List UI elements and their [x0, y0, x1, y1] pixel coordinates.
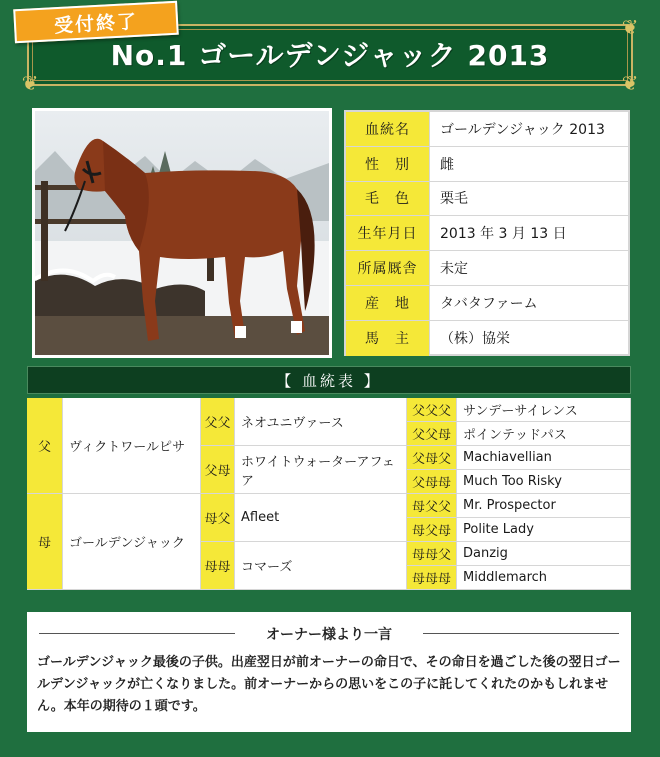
- pedigree-label: 母父父: [407, 494, 457, 518]
- pedigree-label: 父母母: [407, 470, 457, 494]
- info-row-owner: [346, 321, 628, 356]
- info-label: 馬 主: [346, 321, 430, 356]
- info-value: ゴールデンジャック 2013: [440, 121, 605, 138]
- status-badge: 受付終了: [13, 1, 179, 44]
- comment-text: ゴールデンジャック最後の子供。出産翌日が前オーナーの命日で、その命日を過ごした後の翌日ゴールデンジャックが亡くなりました。前オーナーからの思いをこの子に託してくれたのかもしれません。本年の期待の１頭です。: [37, 655, 621, 714]
- ornament-icon: ❦: [621, 71, 639, 95]
- info-value: 2013 年 3 月 13 日: [440, 226, 567, 243]
- pedigree-ancestor: Machiavellian: [457, 446, 631, 470]
- pedigree-ancestor: Danzig: [457, 542, 631, 566]
- pedigree-label-sire: 父: [27, 398, 63, 494]
- pedigree-ancestor: Afleet: [235, 494, 407, 542]
- pedigree-label: 父母父: [407, 446, 457, 470]
- info-row-coat: [346, 182, 628, 217]
- pedigree-label: 父母: [201, 446, 235, 494]
- pedigree-ancestor: ネオユニヴァース: [235, 398, 407, 446]
- page-title: No.1 ゴールデンジャック 2013: [110, 39, 550, 72]
- pedigree-ancestor: Polite Lady: [457, 518, 631, 542]
- pedigree-ancestor: Middlemarch: [457, 566, 631, 590]
- info-value: 雌: [440, 156, 454, 173]
- pedigree-table: [27, 398, 631, 590]
- ornament-icon: ❦: [21, 71, 39, 95]
- pedigree-ancestor: ホワイトウォーターアフェア: [235, 446, 407, 494]
- pedigree-label: 母父: [201, 494, 235, 542]
- horse-info-table: [344, 110, 630, 356]
- info-row-sex: [346, 147, 628, 182]
- divider: [423, 633, 619, 634]
- pedigree-dam: ゴールデンジャック: [63, 494, 201, 590]
- ornament-icon: ❦: [621, 15, 639, 39]
- pedigree-heading: 【 血統表 】: [27, 366, 631, 394]
- info-row-stable: [346, 251, 628, 286]
- pedigree-ancestor: ポインテッドパス: [457, 422, 631, 446]
- info-value: タバタファーム: [440, 295, 538, 312]
- info-label: 産 地: [346, 286, 430, 320]
- pedigree-label: 父父母: [407, 422, 457, 446]
- info-row-breeder: [346, 286, 628, 321]
- info-label: 毛 色: [346, 182, 430, 216]
- pedigree-ancestor: Mr. Prospector: [457, 494, 631, 518]
- pedigree-label: 母母父: [407, 542, 457, 566]
- owner-comment: [27, 612, 631, 732]
- pedigree-label: 母母: [201, 542, 235, 590]
- pedigree-ancestor: Much Too Risky: [457, 470, 631, 494]
- pedigree-label: 父父: [201, 398, 235, 446]
- pedigree-label: 父父父: [407, 398, 457, 422]
- pedigree-label-dam: 母: [27, 494, 63, 590]
- pedigree-sire: ヴィクトワールピサ: [63, 398, 201, 494]
- info-label: 血統名: [346, 112, 430, 146]
- pedigree-label: 母母母: [407, 566, 457, 590]
- info-value: 栗毛: [440, 191, 468, 208]
- pedigree-ancestor: コマーズ: [235, 542, 407, 590]
- info-value: 未定: [440, 261, 468, 278]
- pedigree-ancestor: サンデーサイレンス: [457, 398, 631, 422]
- info-value: （株）協栄: [440, 331, 510, 348]
- comment-title: オーナー様より一言: [266, 627, 392, 643]
- info-label: 生年月日: [346, 216, 430, 250]
- horse-image: [35, 111, 329, 355]
- info-label: 性 別: [346, 147, 430, 181]
- horse-photo: [32, 108, 332, 358]
- pedigree-label: 母父母: [407, 518, 457, 542]
- info-row-pedigree-name: [346, 112, 628, 147]
- info-row-birthdate: [346, 216, 628, 251]
- info-label: 所属厩舎: [346, 251, 430, 285]
